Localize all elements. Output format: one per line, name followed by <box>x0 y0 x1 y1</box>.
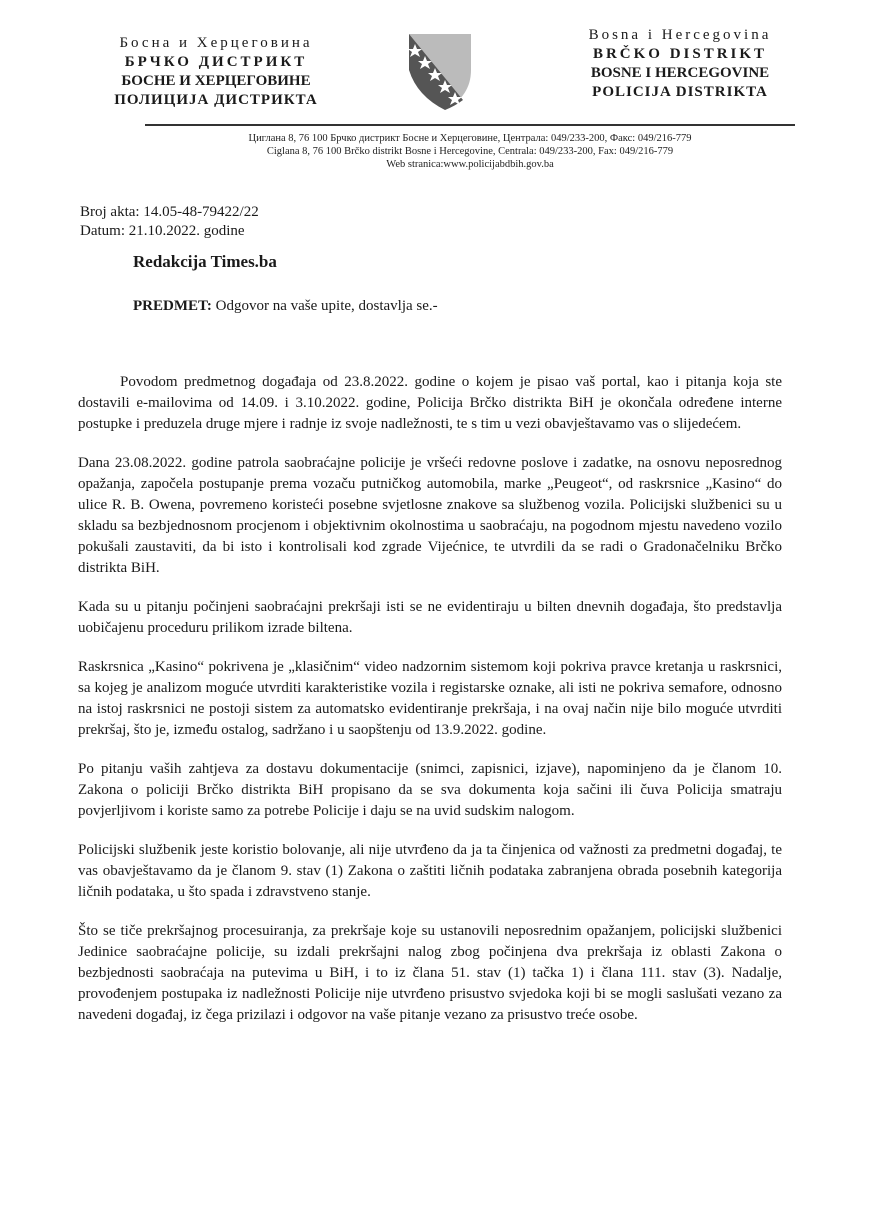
act-number: Broj akta: 14.05-48-79422/22 <box>80 204 259 220</box>
header-district-cyrillic: БРЧКО ДИСТРИКТ <box>124 54 308 70</box>
header-country-cyrillic: Босна и Херцеговина <box>119 35 313 51</box>
document-meta <box>80 203 259 241</box>
subject-line <box>133 298 438 315</box>
paragraph: Kada su u pitanju počinjeni saobraćajni prekršaji isti se ne evidentiraju u bilten dnevnih događaja, što predstavlja uobičajenu proceduru prilikom izrade biltena. <box>78 599 782 636</box>
paragraph: Po pitanju vaših zahtjeva za dostavu dokumentacije (snimci, zapisnici, izjave), napominjeno da je članom 10. Zakona o policiji Brčko distrikta BiH propisano da se sva dokumenta koja sačini ili čuva Policija smatraju povjerljivom i koriste samo za potrebe Policije i daju se na uvid sudskim nalogom. <box>78 761 782 819</box>
header-district-latin: BRČKO DISTRIKT <box>592 46 768 62</box>
recipient: Redakcija Times.ba <box>133 252 277 271</box>
paragraph: Što se tiče prekršajnog procesuiranja, za prekršaje koje su ustanovili neposrednim opažanjem, policijski službenici Jedinice saobraćajne policije, su izdali prekršajni nalog zbog počinjena dva prekršaja iz oblasti Zakona o bezbjednosti saobraćaja na putevima u BiH, i to iz člana 51. stav (1) tačka 1) i člana 111. stav (3). Nadalje, provođenjem postupaka iz nadležnosti Policije nije utvrđeno prisustvo svjedoka koji bi se mogli saslušati vezano za navedeni događaj, iz čega prizilazi i odgovor na vaše pitanje vezano za prisustvo treće osobe. <box>78 923 782 1023</box>
header-police-latin: POLICIJA DISTRIKTA <box>592 84 768 100</box>
paragraph: Raskrsnica „Kasino“ pokrivena je „klasičnim“ video nadzornim sistemom koji pokriva pravce kretanja u raskrsnici, sa kojeg je analizom moguće utvrditi karakteristike vozila i registarske oznake, ali isti ne pokriva semafore, odnosno na istoj raskrsnici ne postoji sistem za automatsko evidentiranje prekršaja, i na ovaj način nije bilo moguće utvrditi prekršaj, što je, između ostalog, sadržano i u saopštenju od 13.9.2022. godine. <box>78 659 782 738</box>
contact-latin: Ciglana 8, 76 100 Brčko distrikt Bosne i Hercegovine, Centrala: 049/233-200, Fax: 049/216-779 <box>266 146 674 157</box>
bih-coat-of-arms-icon <box>405 30 475 114</box>
letter-body <box>78 372 782 1044</box>
document-date: Datum: 21.10.2022. godine <box>80 223 245 239</box>
header-country-gen-cyrillic: БОСНЕ И ХЕРЦЕГОВИНЕ <box>121 73 311 89</box>
header-country-gen-latin: BOSNE I HERCEGOVINE <box>590 65 770 81</box>
contact-block <box>140 132 800 171</box>
header-country-latin: Bosna i Hercegovina <box>588 27 772 43</box>
subject-label: PREDMET: <box>133 298 212 314</box>
paragraph: Dana 23.08.2022. godine patrola saobraćajne policije je vršeći redovne poslove i zadatke, na osnovu neposrednog opažanja, započela postupanje prema vozaču putničkog automobila, marke „Peugeot“, od raskrsnice „Kasino“ do ulice R. B. Owena, povremeno koristeći posebne svjetlosne znakove sa službenog vozila. Policijski službenici su u skladu sa bezbjednosnom procjenom i objektivnim okolnostima u saobraćaju, na pogodnom mjestu navedeno vozilo pokušali zaustaviti, da bi isto i kontrolisali kod zgrade Vijećnice, te utvrdili da se radi o Gradonačelniku Brčko distrikta BiH. <box>78 455 782 576</box>
header-latin <box>565 26 795 102</box>
header-cyrillic <box>76 34 356 110</box>
contact-web: Web stranica:www.policijabdbih.gov.ba <box>386 159 554 170</box>
header-police-cyrillic: ПОЛИЦИЈА ДИСТРИКТА <box>114 92 318 108</box>
contact-cyrillic: Циглана 8, 76 100 Брчко дистрикт Босне и Херцеговине, Централа: 049/233-200, Факс: 049/216-779 <box>248 133 692 144</box>
paragraph: Povodom predmetnog događaja od 23.8.2022. godine o kojem je pisao vaš portal, kao i pitanja koja ste dostavili e-mailovima od 14.09. i 3.10.2022. godine, Policija Brčko distrikta BiH je okončala određene interne postupke i preduzela druge mjere i radnje iz svoje nadležnosti, te s tim u vezi obavještavamo vas o slijedećem. <box>78 374 782 432</box>
paragraph: Policijski službenik jeste koristio bolovanje, ali nije utvrđeno da ja ta činjenica od važnosti za predmetni događaj, te vas obavještavamo da je članom 9. stav (1) Zakona o zaštiti ličnih podataka zabranjena obrada posebnih kategorija ličnih podataka, u što spada i zdravstveno stanje. <box>78 842 782 900</box>
subject-text: Odgovor na vaše upite, dostavlja se.- <box>211 298 438 314</box>
header-divider <box>145 124 795 126</box>
